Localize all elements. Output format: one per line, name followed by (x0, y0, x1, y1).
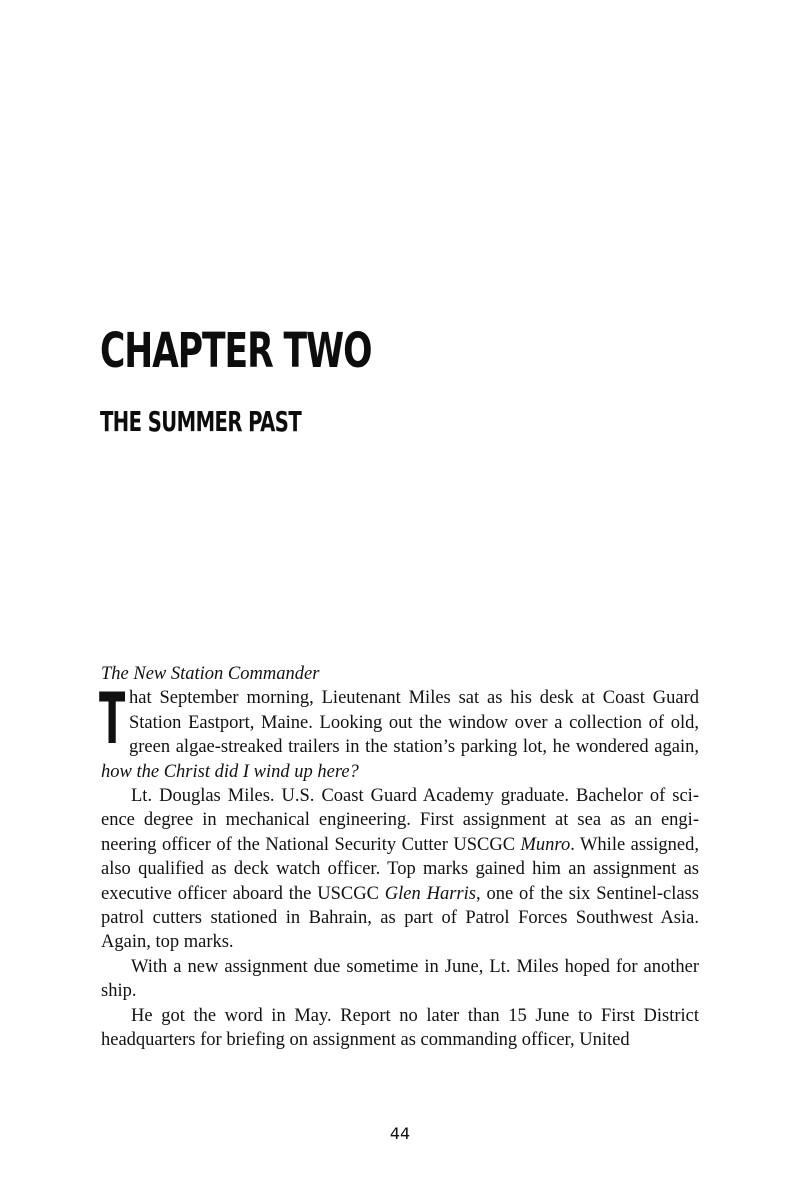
ship-name-munro: Munro (520, 834, 571, 855)
ship-name-glen-harris: Glen Harris (384, 883, 476, 904)
drop-cap: T (99, 678, 126, 761)
chapter-subtitle: THE SUMMER PAST (100, 405, 302, 438)
paragraph-1 (99, 678, 699, 784)
paragraph-1-text: hat September morning, Lieutenant Miles sat as his desk at Coast Guard Station Eastport, Maine. Looking out the window over a collection of old, green algae-streaked trailers in the station’s parking lot, he wondered again, (129, 688, 699, 758)
paragraph-2-text-c: , one of the six Sentinel-class patrol cutters stationed in Bahrain, as part of Patrol Forces Southwest Asia. Again, top marks. (101, 883, 699, 953)
paragraph-1-italic: how the Christ did I wind up here? (101, 761, 359, 782)
section-heading: The New Station Commander (101, 664, 320, 684)
paragraph-2-text-a: Lt. Douglas Miles. U.S. Coast Guard Academy graduate. Bachelor of science degree in mechanical engineering. First assignment at sea as an engineering officer of the National Security Cutter USCGC (101, 786, 699, 855)
body-text (101, 662, 699, 1052)
paragraph-2 (101, 784, 699, 955)
paragraph-2-text-b: . While assigned, also qualified as deck watch officer. Top marks gained him an assignment as executive officer aboard the USCGC (101, 834, 699, 904)
chapter-title: CHAPTER TWO (100, 323, 372, 379)
page-number: 44 (389, 1124, 411, 1143)
paragraph-3: With a new assignment due sometime in June, Lt. Miles hoped for another ship. (101, 956, 699, 1002)
paragraph-4: He got the word in May. Report no later than 15 June to First District headquarters for briefing on assignment as commanding officer, United (101, 1005, 699, 1051)
